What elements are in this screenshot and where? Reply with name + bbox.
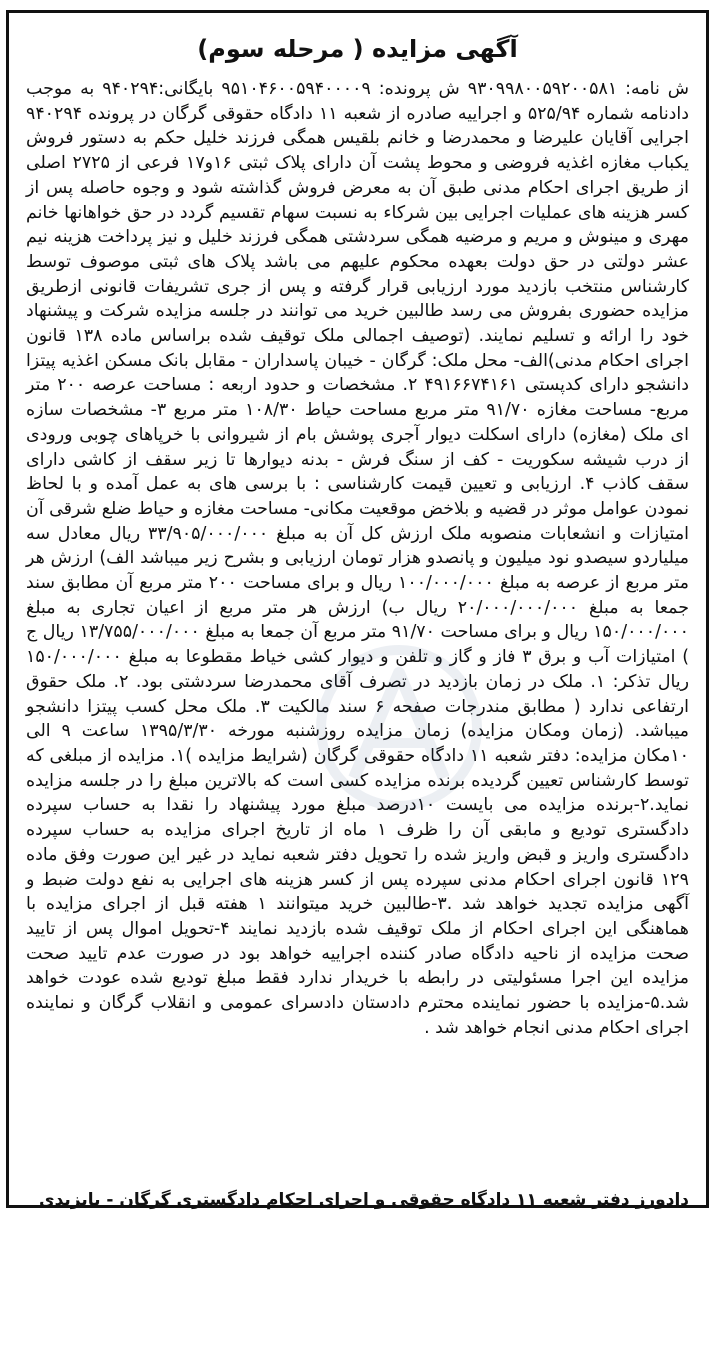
notice-title: آگهی مزایده ( مرحله سوم) bbox=[197, 35, 518, 63]
notice-signature: دادورز دفتر شعبه ۱۱ دادگاه حقوقی و اجرای احکام دادگستری گرگان - بایزیدی bbox=[39, 1190, 689, 1210]
notice-body bbox=[26, 77, 689, 1040]
notice-frame bbox=[6, 10, 709, 1208]
notice-body-text: ش نامه: ۹۳۰۹۹۸۰۰۵۹۲۰۰۵۸۱ ش پرونده: ۹۵۱۰۴۶۰۰۵۹۴۰۰۰۰۹ بایگانی:۹۴۰۲۹۴ به موجب دادنامه شماره ۵۲۵/۹۴ و اجراییه صادره از شعبه ۱۱ دادگاه حقوقی گرگان در پرونده ۹۴۰۲۹۴ اجرایی آقایان علیرضا و محمدرضا و خانم بلقیس همگی فرزند خلیل حکم به دستور فروش یکباب مغازه اغذیه فروضی و محوط پشت آن دارای پلاک ثبتی ۱۶و۱۷ فرعی از ۲۷۲۵ اصلی از طریق اجرای احکام مدنی طبق آن به معرض فروش گذاشته شود و وجوه حاصله پس از کسر هزینه های عملیات اجرایی بین شرکاء به نسبت سهام تقسیم گردد در حق خواهانها خانم مهری و مینوش و مریم و مرضیه همگی سردشتی همگی فرزند خلیل و نیز پرداخت هزینه نیم عشر دولتی در حق دولت بعهده محکوم علیهم می باشد پلاک های ثبتی موصوف توسط کارشناس منتخب بازدید مورد ارزیابی قرار گرفته و پس از جری تشریفات قانونی ازطریق مزایده حضوری بفروش می رسد طالبین خرید می توانند در جلسه مزایده شرکت و پیشنهاد خود را ارائه و تسلیم نمایند. (توصیف اجمالی ملک توقیف شده براساس ماده ۱۳۸ قانون اجرای احکام مدنی)الف- محل ملک: گرگان - خیبان پاسداران - مقابل بانک مسکن اغذیه پیتزا دانشجو دارای کدپستی ۴۹۱۶۶۷۴۱۶۱ ۲. مشخصات و حدود اربعه : مساحت عرصه ۲۰۰ متر مربع- مساحت مغازه ۹۱/۷۰ متر مربع مساحت حیاط ۱۰۸/۳۰ متر مربع ۳- مشخصات سازه ای ملک (مغازه) دارای اسکلت دیوار آجری پوشش بام از شیروانی با خرپاهای چوبی ورودی از درب شیشه سکوریت - کف از سنگ فرش - بدنه دیوارها تا زیر سقف از کاشی دارای سقف کاذب ۴. ارزیابی و تعیین قیمت کارشناسی : با برسی های به عمل آمده و با لحاظ نمودن عوامل موثر در قضیه و بلاخض موقعیت مکانی- مساحت مغازه و حیاط ضلع شرقی آن امتیازات و انشعابات منصوبه ملک ارزش کل آن به مبلغ ۳۳/۹۰۵/۰۰۰/۰۰۰ ریال معادل سه میلیاردو سیصدو نود میلیون و پانصدو هزار تومان ارزیابی و بشرح زیر میباشد الف) ارزش هر متر مربع از عرصه به مبلغ ۱۰۰/۰۰۰/۰۰۰ ریال و برای مساحت ۲۰۰ متر مربع آن مطابق سند جمعا به مبلغ ۲۰/۰۰۰/۰۰۰/۰۰۰ ریال ب) ارزش هر متر مربع از اعیان تجاری به مبلغ ۱۵۰/۰۰۰/۰۰۰ ریال و برای مساحت ۹۱/۷۰ متر مربع آن جمعا به مبلغ ۱۳/۷۵۵/۰۰۰/۰۰۰ ریال ج ) امتیازات آب و برق ۳ فاز و گاز و تلفن و دیوار کشی خیاط مقطوعا به مبلغ ۱۵۰/۰۰۰/۰۰۰ ریال تذکر: ۱. ملک در زمان بازدید در تصرف آقای محمدرضا سردشتی بود. ۲. ملک حقوق ارتفاعی ندارد ( مطابق مندرجات صفحه ۶ سند مالکیت ۳. ملک محل کسب پیتزا دانشجو میباشد. (زمان ومکان مزایده) زمان مزایده روزشنبه مورخه ۱۳۹۵/۳/۳۰ ساعت ۹ الی ۱۰مکان مزایده: دفتر شعبه ۱۱ دادگاه حقوقی گرگان (شرایط مزایده )۱. مزایده از مبلغی که توسط کارشناس تعیین گردیده برنده مزایده کسی است که بالاترین مبلغ را در جلسه مزایده نماید.۲-برنده مزایده می بایست ۱۰درصد مبلغ مورد پیشنهاد را نقدا به حساب سپرده دادگستری تودیع و مابقی آن را ظرف ۱ ماه از تاریخ اجرای مزایده به حساب سپرده دادگستری واریز و قبض واریز شده را تحویل دفتر شعبه نماید در غیر این صورت وفق ماده ۱۲۹ قانون اجرای احکام مدنی سپرده پس از کسر هزینه های اجرایی به نفع دولت ضبط و آگهی مزایده تجدید خواهد شد .۳-طالبین خرید میتوانند ۱ هفته قبل از اجرای مزایده با هماهنگی این اجرای احکام از ملک توقیف شده بازدید نمایند ۴-تحویل اموال پس از تایید صحت مزایده از ناحیه دادگاه صادر کننده اجراییه خواهد بود در صورت عدم تایید صحت مزایده این اجرا مسئولیتی در رابطه با خریدار ندارد فقط مبلغ تودیع شده عودت خواهد شد.۵-مزایده با حضور نماینده محترم دادستان دادسرای عمومی و انقلاب گرگان و نماینده اجرای احکام مدنی انجام خواهد شد . bbox=[26, 79, 690, 1038]
